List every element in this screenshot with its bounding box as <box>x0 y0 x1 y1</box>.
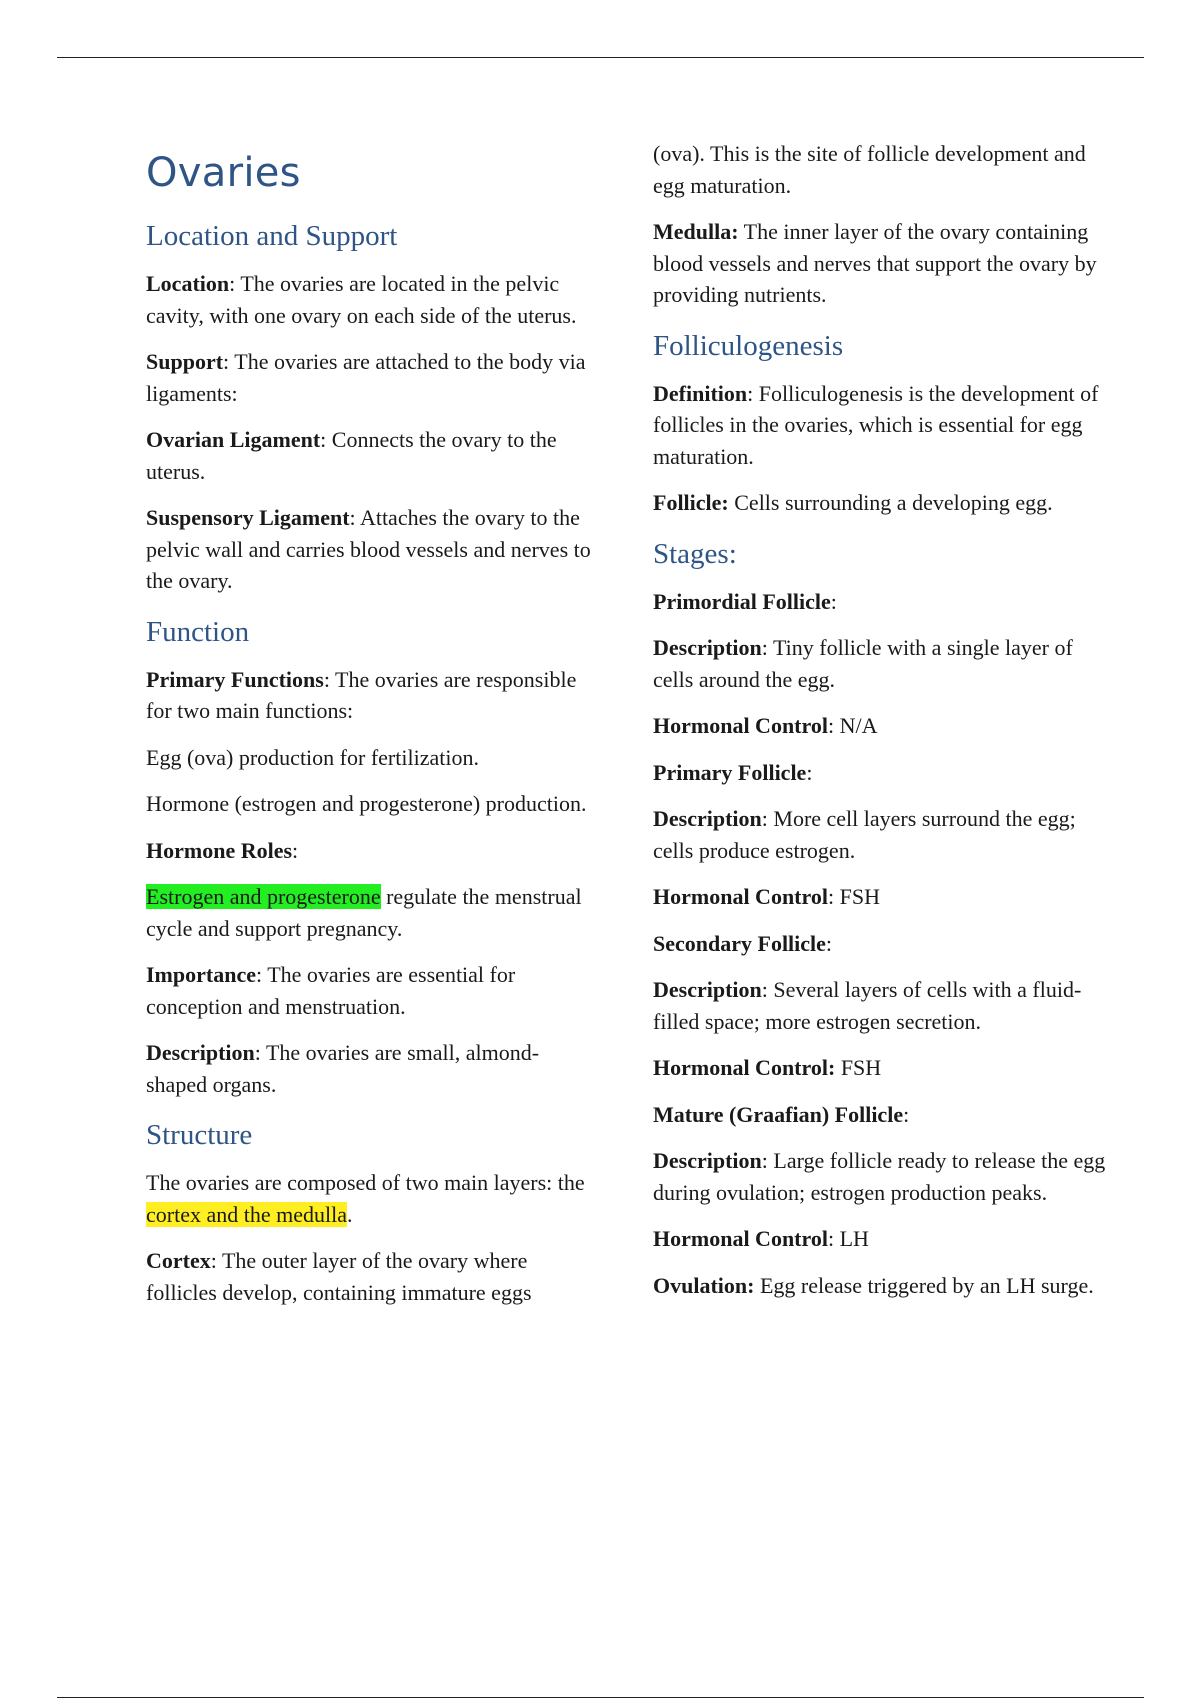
primordial-follicle-heading: Primordial Follicle: <box>653 588 837 614</box>
bottom-rule <box>57 1697 1144 1698</box>
follicle-paragraph: Follicle: Cells surrounding a developing egg. <box>653 490 1053 515</box>
structure-intro-paragraph: The ovaries are composed of two main layers: the cortex and the medulla. <box>146 1170 585 1227</box>
secondary-description: Description: Several layers of cells with a fluid-filled space; more estrogen secretion. <box>653 977 1082 1034</box>
ovulation-paragraph: Ovulation: Egg release triggered by an LH surge. <box>653 1272 1094 1298</box>
ovarian-ligament-paragraph: Ovarian Ligament: Connects the ovary to the uterus. <box>146 427 557 484</box>
mature-follicle-heading: Mature (Graafian) Follicle: <box>653 1101 910 1127</box>
heading-function: Function <box>146 615 250 648</box>
page-title: Ovaries <box>146 150 301 196</box>
definition-label: Definition <box>653 380 748 406</box>
function-item-hormone: Hormone (estrogen and progesterone) production. <box>146 791 587 816</box>
definition-paragraph: Definition: Folliculogenesis is the development of follicles in the ovaries, which is essential for egg maturation. <box>653 380 1099 469</box>
description-paragraph: Description: The ovaries are small, almond-shaped organs. <box>146 1040 540 1097</box>
primary-functions-paragraph: Primary Functions: The ovaries are responsible for two main functions: <box>146 666 577 723</box>
primordial-hormonal-control: Hormonal Control: N/A <box>653 713 878 738</box>
heading-folliculogenesis: Folliculogenesis <box>653 329 844 362</box>
hormone-roles-body: Estrogen and progesterone regulate the menstrual cycle and support pregnancy. <box>146 884 582 941</box>
follicle-label: Follicle: <box>653 490 729 515</box>
primary-hormonal-control: Hormonal Control: FSH <box>653 884 880 909</box>
hormone-roles-label: Hormone Roles <box>146 837 293 863</box>
top-rule <box>57 57 1144 58</box>
location-paragraph: Location: The ovaries are located in the pelvic cavity, with one ovary on each side of the uterus. <box>146 271 577 328</box>
function-item-egg: Egg (ova) production for fertilization. <box>146 744 479 770</box>
importance-label: Importance <box>146 962 256 987</box>
support-label: Support <box>146 349 224 374</box>
primary-follicle-heading: Primary Follicle: <box>653 759 813 785</box>
ovarian-ligament-label: Ovarian Ligament <box>146 427 321 452</box>
cortex-label: Cortex <box>146 1248 211 1273</box>
primary-description: Description: More cell layers surround the egg; cells produce estrogen. <box>653 806 1076 863</box>
medulla-label: Medulla: <box>653 219 739 244</box>
cortex-paragraph: Cortex: The outer layer of the ovary where follicles develop, containing immature eggs <box>146 1248 532 1305</box>
suspensory-ligament-paragraph: Suspensory Ligament: Attaches the ovary to the pelvic wall and carries blood vessels and nerves to the ovary. <box>146 505 591 593</box>
support-paragraph: Support: The ovaries are attached to the body via ligaments: <box>146 349 586 406</box>
cortex-continuation: (ova). This is the site of follicle development and egg maturation. <box>653 141 1086 198</box>
heading-structure: Structure <box>146 1119 253 1151</box>
primordial-description: Description: Tiny follicle with a single layer of cells around the egg. <box>653 635 1073 692</box>
suspensory-ligament-label: Suspensory Ligament <box>146 505 350 530</box>
secondary-hormonal-control: Hormonal Control: FSH <box>653 1055 882 1080</box>
importance-paragraph: Importance: The ovaries are essential for conception and menstruation. <box>146 962 516 1019</box>
left-column <box>146 138 591 1323</box>
medulla-paragraph: Medulla: The inner layer of the ovary containing blood vessels and nerves that support the ovary by providing nutrients. <box>653 219 1097 307</box>
secondary-follicle-heading: Secondary Follicle: <box>653 930 833 956</box>
heading-location-support: Location and Support <box>146 220 398 252</box>
description-label: Description <box>146 1040 255 1065</box>
mature-description: Description: Large follicle ready to release the egg during ovulation; estrogen production peaks. <box>653 1148 1106 1205</box>
mature-hormonal-control: Hormonal Control: LH <box>653 1226 869 1251</box>
heading-stages: Stages: <box>653 537 737 570</box>
primary-functions-label: Primary Functions <box>146 666 324 692</box>
highlight-cortex-medulla: cortex and the medulla <box>146 1201 347 1227</box>
location-label: Location <box>146 271 230 296</box>
hormone-roles-paragraph: Hormone Roles: <box>146 837 299 863</box>
right-column <box>653 138 1108 1316</box>
highlight-estrogen-progesterone: Estrogen and progesterone <box>146 884 381 909</box>
ovulation-label: Ovulation: <box>653 1272 755 1298</box>
